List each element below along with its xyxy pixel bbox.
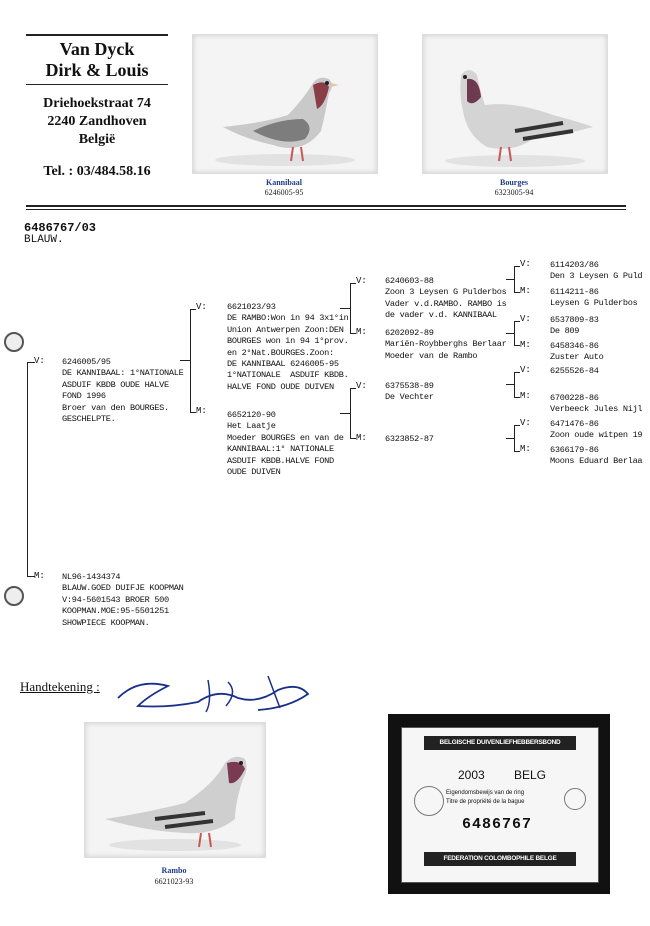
ring-number: 6486767 (462, 816, 533, 833)
ring-seal-icon (414, 786, 444, 816)
g4-1-label: V: (520, 259, 531, 269)
gen4-2-link (506, 333, 514, 334)
gen4-1-link (506, 279, 514, 280)
breeder-block (26, 34, 168, 181)
ring-line2: Titre de propriété de la bague (446, 799, 525, 805)
g4-4-info: 6458346-86 Zuster Auto (550, 341, 604, 363)
ring-crown-icon (564, 788, 586, 810)
ffm-info: 6202092-89 Mariën-Roybberghs Berlaar Moeder van de Rambo (385, 328, 507, 361)
g4-5-label: V: (520, 365, 531, 375)
g4-3-info: 6537809-83 De 809 (550, 315, 599, 337)
fff-info: 6240603-88 Zoon 3 Leysen G Pulderbos Vader v.d.RAMBO. RAMBO is de vader v.d. KANNIBAAL (385, 276, 507, 321)
g4-6-info: 6700228-86 Verbeeck Jules Nijl (550, 393, 643, 415)
gen3-a-link (340, 308, 350, 309)
gen4-bracket-2 (514, 321, 515, 345)
photo-bourges (422, 34, 608, 174)
photo-right-ring: 6323005-94 (494, 188, 534, 197)
ring-country: BELG (514, 768, 547, 782)
g4-5-info: 6255526-84 (550, 366, 599, 376)
g4-2-info: 6114211-86 Leysen G Pulderbos (550, 287, 638, 309)
gen1-bracket (27, 362, 28, 576)
photo-kannibaal (192, 34, 378, 174)
g4-8-label: M: (520, 444, 531, 454)
father-label: V: (34, 356, 45, 366)
photo-left-name: Kannibaal (265, 178, 302, 187)
address-city: 2240 Zandhoven (47, 114, 147, 129)
ffm-label: M: (356, 327, 367, 337)
gen4-bracket-4 (514, 425, 515, 451)
gen3-b-link (340, 413, 350, 414)
gen4-3-link (506, 384, 514, 385)
ff-info: 6621023/93 DE RAMBO:Won in 94 3x1°in Union Antwerpen Zoon:DEN BOURGES won in 94 1°prov. en 2°Nat.BOURGES.Zoon: DE KANNIBAAL 6246005-95 1°NATIONALE ASDUIF KBDB. HALVE FOND OUDE DUIVEN (227, 302, 349, 392)
gen4-bracket-1 (514, 266, 515, 292)
mother-label: M: (34, 571, 45, 581)
ring-card (388, 714, 610, 894)
mother-info: NL96-1434374 BLAUW.GOED DUIFJE KOOPMAN V:94-5601543 BROER 500 KOOPMAN.MOE:95-5501251 SHOWPIECE KOOPMAN. (62, 572, 184, 628)
g4-4-label: M: (520, 340, 531, 350)
fmf-label: V: (356, 381, 367, 391)
phone: Tel. : 03/484.58.16 (43, 164, 151, 179)
ring-year: 2003 (458, 768, 485, 782)
gen2-link (180, 360, 190, 361)
gen4-bracket-3 (514, 372, 515, 397)
ring-card-bottom-banner: FEDERATION COLOMBOPHILE BELGE (424, 852, 576, 866)
photo-bottom-name: Rambo (161, 866, 187, 875)
father-info: 6246005/95 DE KANNIBAAL: 1°NATIONALE ASDUIF KBDB OUDE HALVE FOND 1996 Broer van den BOURGES. GESCHELPTE. (62, 357, 184, 425)
photo-rambo (84, 722, 266, 858)
fm-info: 6652120-90 Het Laatje Moeder BOURGES en van de KANNIBAAL:1° NATIONALE ASDUIF KBDB.HALVE FOND OUDE DUIVEN (227, 410, 344, 478)
punch-hole-bottom (4, 586, 24, 606)
gen2-bracket (190, 309, 191, 412)
g4-7-info: 6471476-86 Zoon oude witpen 19 (550, 419, 643, 441)
header-divider (26, 205, 626, 207)
pigeon-image (193, 35, 377, 173)
fff-label: V: (356, 276, 367, 286)
signature-image (108, 668, 318, 718)
punch-hole-top (4, 332, 24, 352)
address-street: Driehoekstraat 74 (43, 96, 151, 111)
gen3-bracket-b (350, 388, 351, 438)
header-divider-thin (26, 209, 626, 210)
breeder-name: Van Dyck (59, 39, 135, 59)
subject-color: BLAUW. (24, 234, 64, 246)
signature-label: Handtekening : (20, 679, 100, 694)
g4-2-label: M: (520, 286, 531, 296)
gen4-4-link (506, 438, 514, 439)
photo-bottom-ring: 6621023-93 (154, 877, 194, 886)
g4-6-label: M: (520, 391, 531, 401)
g4-1-info: 6114203/86 Den 3 Leysen G Puld (550, 260, 643, 282)
fm-label: M: (196, 406, 207, 416)
fmf-info: 6375538-89 De Vechter (385, 381, 434, 403)
fmm-info: 6323852-87 (385, 434, 434, 444)
address-country: België (78, 132, 116, 147)
subject-ring: 6486767/03 (24, 221, 97, 235)
ring-card-top-banner: BELGISCHE DUIVENLIEFHEBBERSBOND (424, 736, 576, 750)
g4-3-label: V: (520, 314, 531, 324)
ff-label: V: (196, 302, 207, 312)
pigeon-image (85, 723, 265, 857)
pigeon-image (423, 35, 607, 173)
g4-7-label: V: (520, 418, 531, 428)
photo-left-ring: 6246005-95 (264, 188, 304, 197)
g4-8-info: 6366179-86 Moons Eduard Berlaa (550, 445, 643, 467)
photo-right-name: Bourges (500, 178, 528, 187)
ring-line1: Eigendomsbewijs van de ring (446, 790, 525, 796)
gen3-bracket-a (350, 283, 351, 333)
fmm-label: M: (356, 433, 367, 443)
breeder-name-2: Dirk & Louis (45, 60, 149, 80)
